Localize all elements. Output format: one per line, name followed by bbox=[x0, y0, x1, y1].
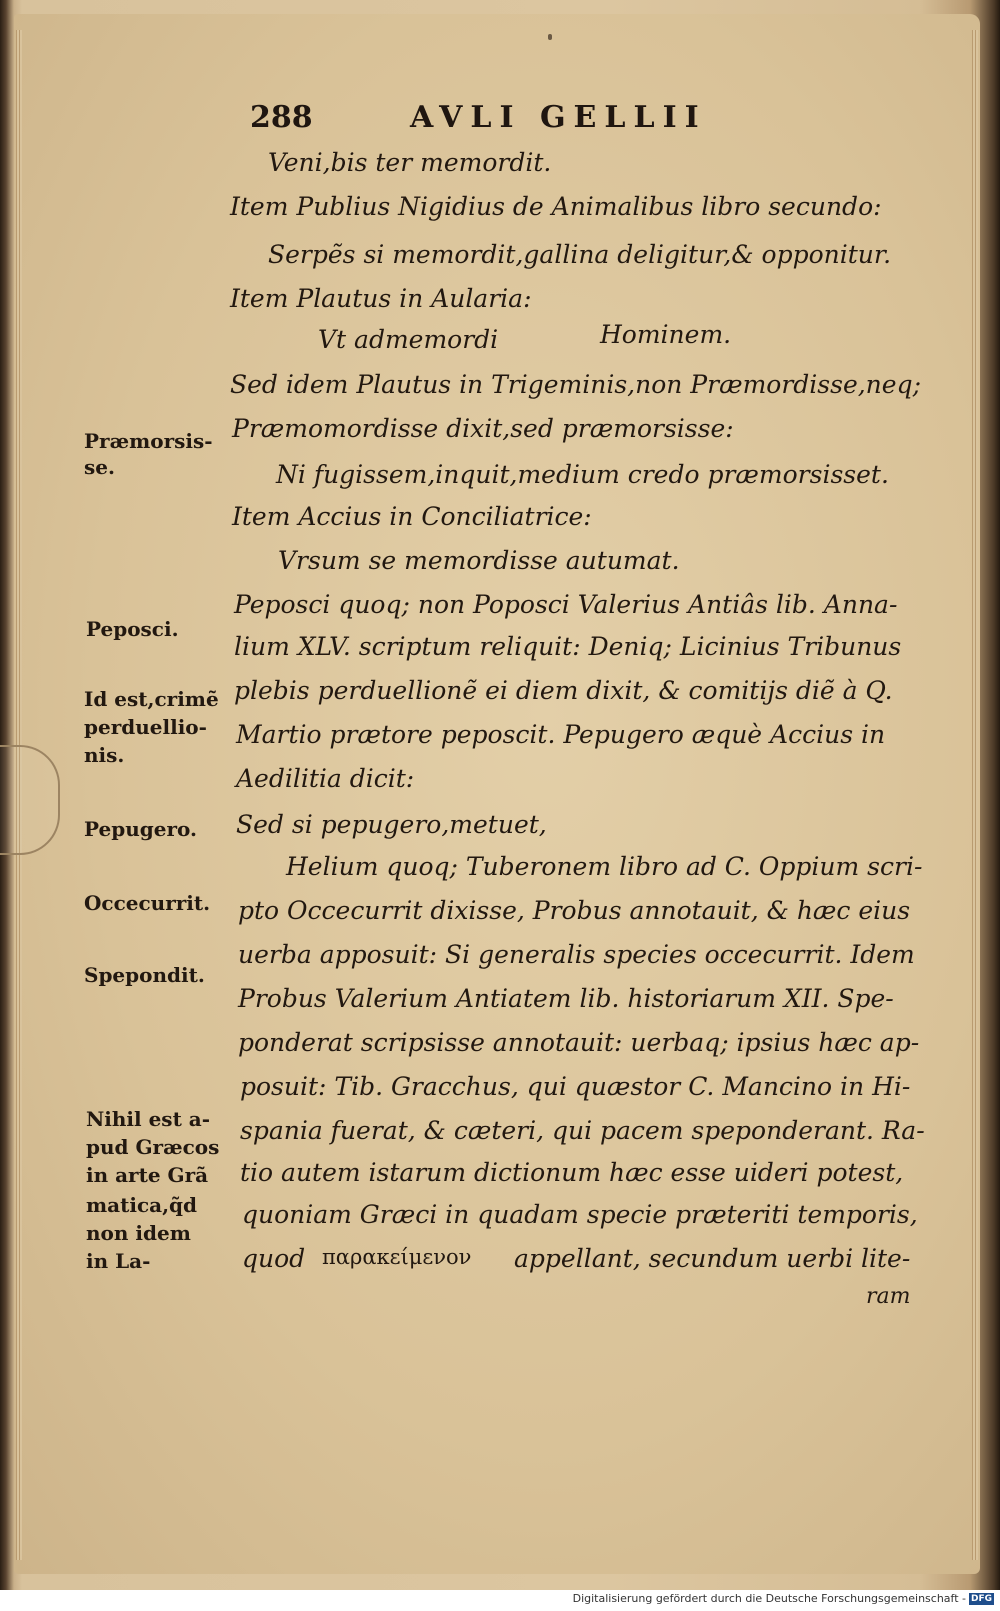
catchword: ram bbox=[866, 1284, 911, 1309]
text-line: ponderat scripsisse annotauit: uerbaq; ipsius hæc ap- bbox=[238, 1028, 920, 1057]
text-line: Sed si pepugero,metuet, bbox=[236, 810, 547, 839]
text-line: Item Publius Nigidius de Animalibus libro secundo: bbox=[230, 192, 882, 221]
text-line: Vt admemordi bbox=[318, 325, 499, 354]
margin-note: Spepondit. bbox=[84, 963, 205, 987]
margin-note: Peposci. bbox=[86, 617, 179, 641]
text-line: uerba apposuit: Si generalis species occecurrit. Idem bbox=[238, 940, 915, 969]
greek-word: παρακείμενον bbox=[322, 1245, 472, 1269]
page-tab-mark bbox=[0, 745, 60, 855]
text-line: plebis perduellionẽ ei diem dixit, & comitijs diẽ à Q. bbox=[234, 676, 893, 705]
text-line: Martio prætore peposcit. Pepugero æquè Accius in bbox=[236, 720, 886, 749]
page-number: 288 bbox=[250, 100, 313, 135]
margin-note: matica,q̃d bbox=[86, 1193, 198, 1217]
text-line: pto Occecurrit dixisse, Probus annotauit, & hæc eius bbox=[238, 896, 911, 925]
margin-note: perduellio- bbox=[84, 715, 207, 739]
text-line: Aedilitia dicit: bbox=[236, 764, 415, 793]
margin-note: pud Græcos bbox=[86, 1135, 220, 1159]
running-title: AVLI GELLII bbox=[410, 100, 707, 135]
ink-speck bbox=[548, 34, 552, 40]
text-line: Item Accius in Conciliatrice: bbox=[232, 502, 592, 531]
text-line: appellant, secundum uerbi lite- bbox=[514, 1244, 911, 1273]
text-line: posuit: Tib. Gracchus, qui quæstor C. Mancino in Hi- bbox=[240, 1072, 911, 1101]
margin-note: Occecurrit. bbox=[84, 891, 211, 915]
text-line: Peposci quoq; non Poposci Valerius Antiâs lib. Anna- bbox=[234, 590, 898, 619]
page-edge-right bbox=[972, 30, 978, 1560]
running-header bbox=[250, 100, 750, 140]
digitization-credit bbox=[573, 1592, 994, 1605]
text-line: tio autem istarum dictionum hæc esse uideri potest, bbox=[240, 1158, 904, 1187]
margin-note: se. bbox=[84, 455, 115, 479]
text-line: Vrsum se memordisse autumat. bbox=[278, 546, 680, 575]
text-line: Veni,bis ter memordit. bbox=[268, 148, 552, 177]
text-line: Helium quoq; Tuberonem libro ad C. Oppium scri- bbox=[286, 852, 923, 881]
margin-note: non idem bbox=[86, 1221, 191, 1245]
text-line: quod bbox=[242, 1244, 306, 1273]
margin-note: nis. bbox=[84, 743, 125, 767]
margin-note: Præmorsis- bbox=[84, 429, 213, 453]
text-line: Serpẽs si memordit,gallina deligitur,& opponitur. bbox=[268, 240, 892, 269]
text-line: spania fuerat, & cæteri, qui pacem speponderant. Ra- bbox=[240, 1116, 925, 1145]
margin-note: Nihil est a- bbox=[86, 1107, 211, 1131]
text-line: quoniam Græci in quadam specie præteriti temporis, bbox=[242, 1200, 918, 1229]
margin-note: Id est,crimẽ bbox=[84, 687, 219, 711]
text-line: Probus Valerium Antiatem lib. historiarum XII. Spe- bbox=[238, 984, 894, 1013]
text-line: Præmomordisse dixit,sed præmorsisse: bbox=[232, 414, 734, 443]
margin-note: in arte Grã bbox=[86, 1163, 209, 1187]
text-line: Sed idem Plautus in Trigeminis,non Præmordisse,neq; bbox=[230, 370, 922, 399]
text-line: Hominem. bbox=[600, 320, 732, 349]
text-line: lium XLV. scriptum reliquit: Deniq; Licinius Tribunus bbox=[234, 632, 902, 661]
dfg-logo: DFG bbox=[970, 1593, 992, 1604]
text-line: Item Plautus in Aularia: bbox=[230, 284, 532, 313]
margin-note: Pepugero. bbox=[84, 817, 197, 841]
text-line: Ni fugissem,inquit,medium credo præmorsisset. bbox=[276, 460, 889, 489]
margin-note: in La- bbox=[86, 1249, 151, 1273]
credit-text: Digitalisierung gefördert durch die Deutsche Forschungsgemeinschaft - bbox=[572, 1592, 966, 1605]
